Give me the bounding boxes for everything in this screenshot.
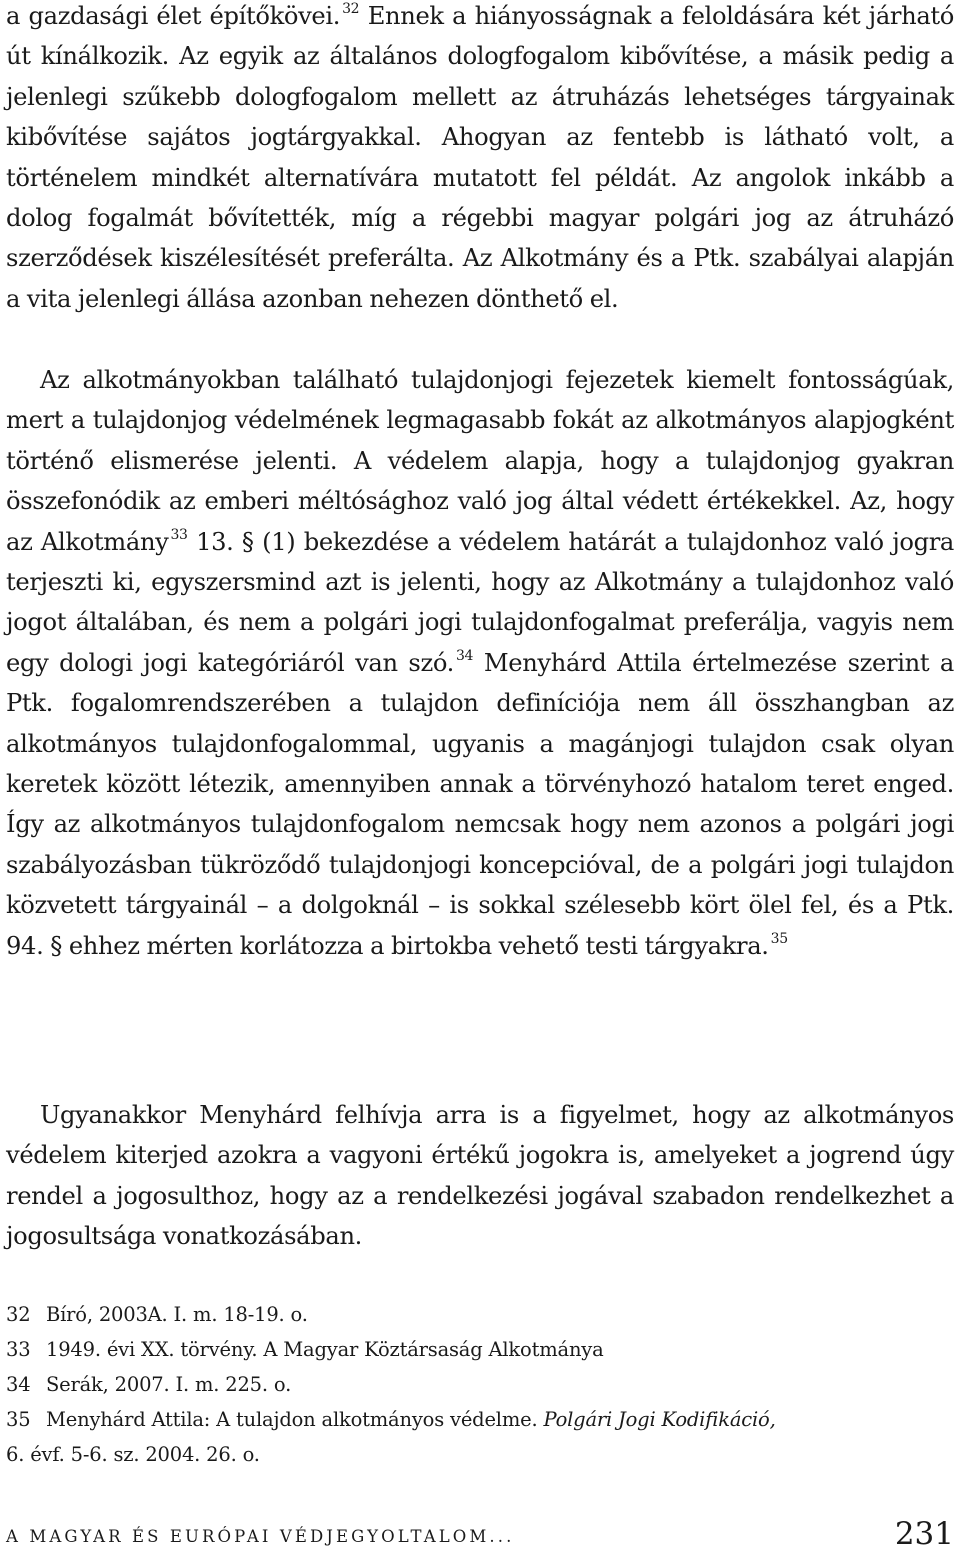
footnote-number: 34 [6, 1373, 31, 1396]
paragraph-1-text-a: a gazdasági élet építőkövei. [6, 2, 341, 30]
footnote-ref-33[interactable]: 33 [170, 526, 188, 543]
footnote-number: 33 [6, 1338, 31, 1361]
footnote-35 [6, 1402, 954, 1472]
page-number: 231 [894, 1516, 954, 1552]
page-footer [6, 1508, 954, 1552]
paragraph-2-text-b: 13. § (1) bekezdése a védelem határát a tulajdonhoz való jogra terjeszti ki, egyszersmind azt is jelenti, hogy az Alkotmány a tulajdonhoz való jogot általában, és nem a polgári jogi tulajdonfogalmat preferálja, vagyis nem egy dologi jogi kategóriáról van szó. [6, 527, 954, 677]
footnote-ref-32[interactable]: 32 [342, 0, 360, 17]
footnote-34 [6, 1367, 954, 1402]
paragraph-2-text-a: Az alkotmányokban található tulajdonjogi fejezetek kiemelt fontosságúak, mert a tulajdonjog védelmének legmagasabb fokát az alkotmányos alapjogként történő elismerése jelenti. A védelem alapja, hogy a tulajdonjog gyakran összefonódik az emberi méltósághoz való jog által védett értékekkel. Az, hogy az Alkotmány [6, 366, 954, 556]
footnote-text: Bíró, 2003A. I. m. 18-19. o. [46, 1303, 308, 1326]
footnote-number: 32 [6, 1303, 31, 1326]
footnote-text-italic: Polgári Jogi Kodifikáció, [543, 1408, 776, 1431]
paragraph-1-text-b: Ennek a hiányosságnak a feloldására két járható út kínálkozik. Az egyik az általános dologfogalom kibővítése, a másik pedig a jelenlegi szűkebb dologfogalom mellett az átruházás lehetséges tárgyainak kibővítése sajátos jogtárgyakkal. Ahogyan az fentebb is látható volt, a történelem mindkét alternatívára mutatott fel példát. Az angolok inkább a dolog fogalmát bővítették, míg a régebbi magyar polgári jog az átruházó szerződések kiszélesítését preferálta. Az Alkotmány és a Ptk. szabályai alapján a vita jelenlegi állása azonban nehezen dönthető el. [6, 2, 954, 313]
running-title: A MAGYAR ÉS EURÓPAI VÉDJEGYOLTALOM... [6, 1527, 515, 1546]
paragraph-2-text-c: Menyhárd Attila értelmezése szerint a Ptk. fogalomrendszerében a tulajdon definíciója nem áll összhangban az alkotmányos tulajdonfogalommal, ugyanis a magánjogi tulajdon csak olyan keretek között létezik, amennyiben annak a törvényhozó hatalom teret enged. Így az alkotmányos tulajdonfogalom nemcsak hogy nem azonos a polgári jogi szabályozásban tükröződő tulajdonjogi koncepcióval, de a polgári jogi tulajdon közvetett tárgyainál – a dolgoknál – is sokkal szélesebb kört ölel fel, és a Ptk. 94. § ehhez mérten korlátozza a birtokba vehető testi tárgyakra. [6, 648, 954, 960]
document-page [6, 0, 954, 1554]
footnotes-section [6, 1297, 954, 1472]
footnote-ref-35[interactable]: 35 [770, 930, 788, 947]
footnote-33 [6, 1332, 954, 1367]
footnote-32 [6, 1297, 954, 1332]
footnote-text-a: Menyhárd Attila: A tulajdon alkotmányos védelme. [46, 1408, 544, 1431]
footnote-ref-34[interactable]: 34 [456, 647, 474, 664]
footnote-number: 35 [6, 1408, 31, 1431]
footnote-text: 1949. évi XX. törvény. A Magyar Köztársaság Alkotmánya [46, 1338, 604, 1361]
footnote-text-b: 6. évf. 5-6. sz. 2004. 26. o. [6, 1443, 260, 1466]
footnote-text: Serák, 2007. I. m. 225. o. [46, 1373, 292, 1396]
paragraph-3-text: Ugyanakkor Menyhárd felhívja arra is a figyelmet, hogy az alkotmányos védelem kiterjed azokra a vagyoni értékű jogokra is, amelyeket a jogrend úgy rendel a jogosulthoz, hogy az a rendelkezési jogával szabadon rendelkezhet a jogosultsága vonatkozásában. [6, 1101, 954, 1251]
paragraph-1 [6, 0, 954, 319]
paragraph-2 [6, 360, 954, 966]
paragraph-3 [6, 1095, 954, 1257]
